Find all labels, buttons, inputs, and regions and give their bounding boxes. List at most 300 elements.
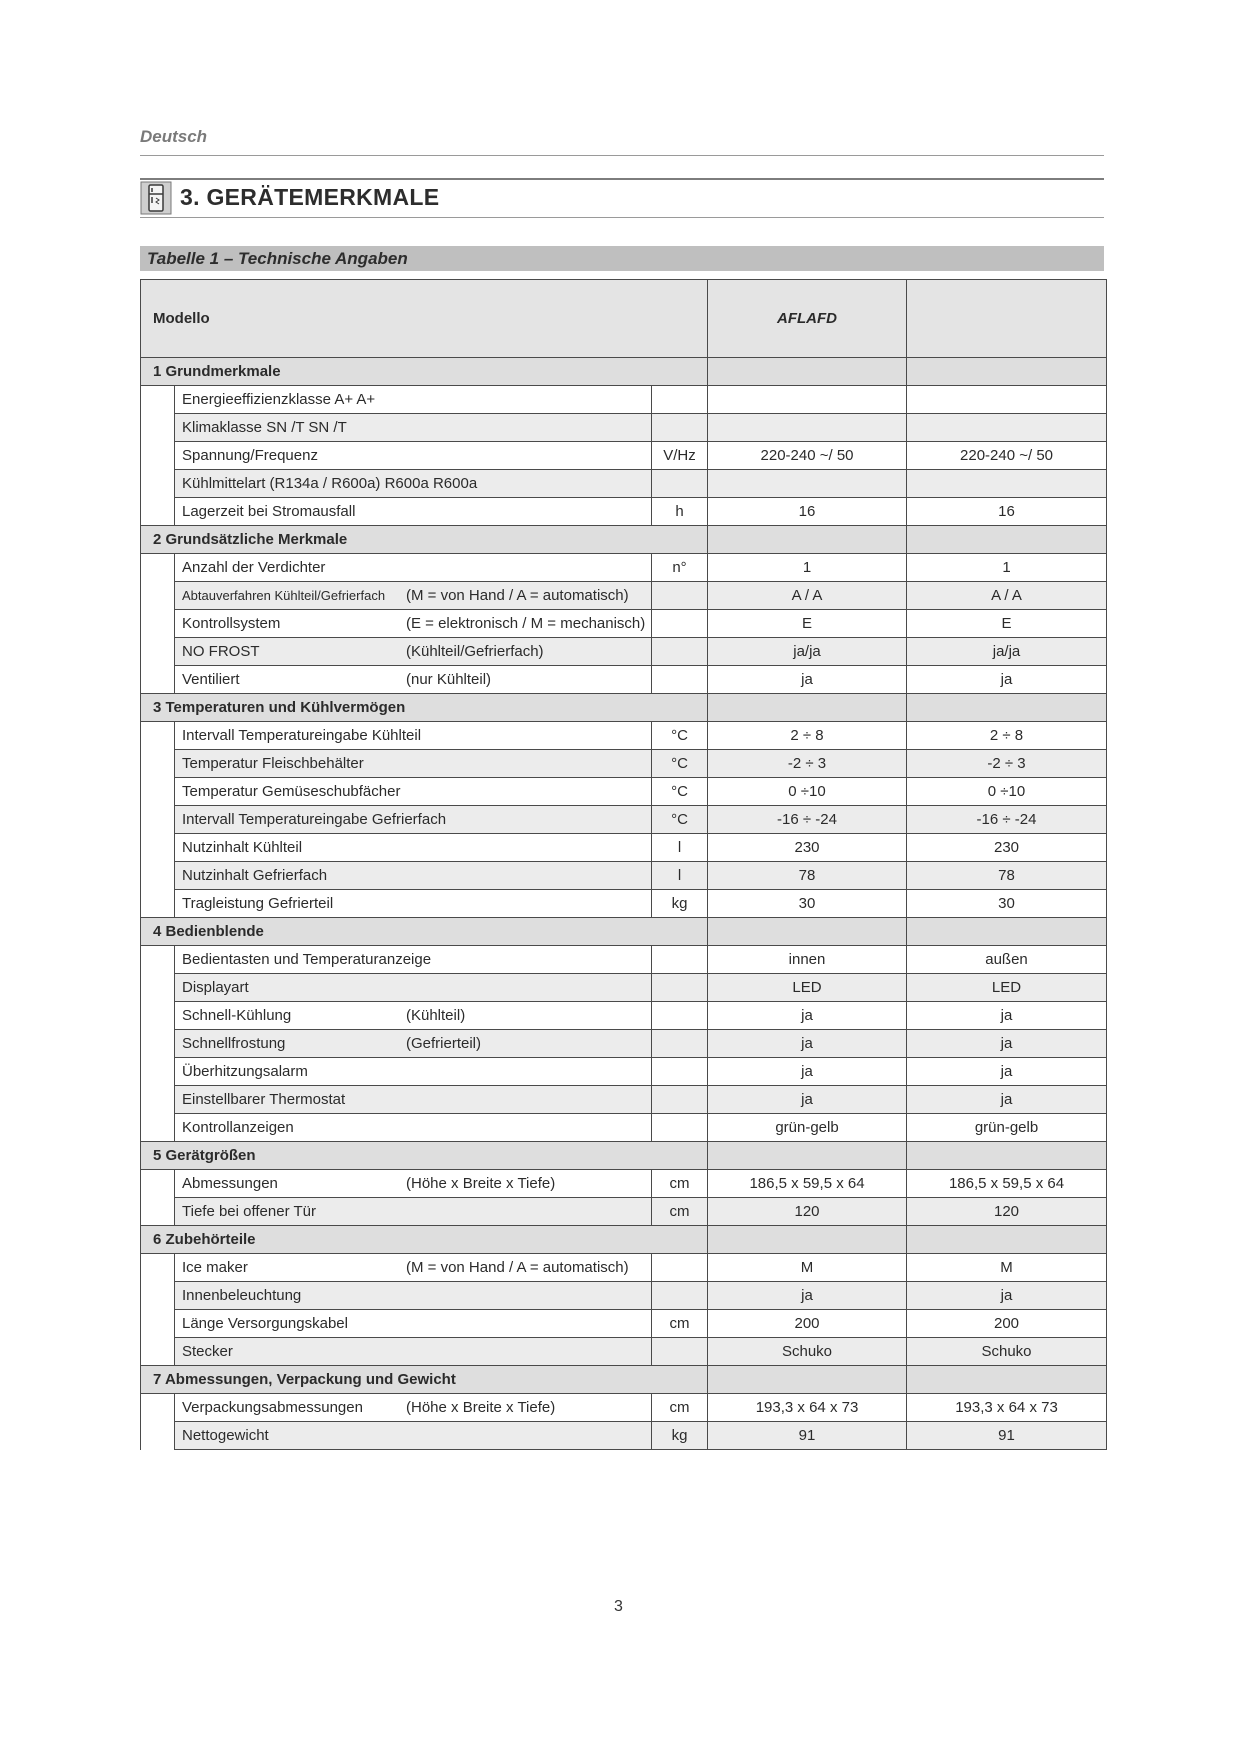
- value-cell-model-2: [907, 442, 1107, 470]
- table-row: [141, 610, 1107, 638]
- value-cell-model-1: [708, 974, 907, 1002]
- property-name: Intervall Temperatureingabe Kühlteil: [182, 727, 422, 744]
- unit-cell: [652, 1058, 708, 1086]
- property-name: Innenbeleuchtung: [182, 1287, 302, 1304]
- property-cell: [175, 1114, 652, 1142]
- value-cell-model-1: [708, 1310, 907, 1338]
- value-cell-model-1: [708, 470, 907, 498]
- value-model-1: ja/ja: [793, 643, 821, 660]
- value-cell-model-2: [907, 498, 1107, 526]
- unit-value: l: [677, 839, 682, 856]
- value-model-1: 1: [802, 559, 812, 576]
- table-row: [141, 750, 1107, 778]
- table-row: [141, 554, 1107, 582]
- value-cell-model-2: [907, 778, 1107, 806]
- value-model-2: 230: [994, 839, 1020, 856]
- model-1-cell: [708, 280, 907, 358]
- value-cell-model-2: [907, 834, 1107, 862]
- value-model-2: 220-240 ~/ 50: [960, 447, 1054, 464]
- value-cell-model-1: [708, 554, 907, 582]
- value-model-2: 91: [998, 1427, 1015, 1444]
- value-cell-model-1: [708, 1058, 907, 1086]
- section-title-cell: [141, 1366, 708, 1394]
- value-cell-model-2: [907, 1282, 1107, 1310]
- value-model-2: E: [1001, 615, 1012, 632]
- unit-value: cm: [669, 1399, 690, 1416]
- property-cell: [175, 1394, 652, 1422]
- table-row: [141, 638, 1107, 666]
- value-model-2: 30: [998, 895, 1015, 912]
- table-row: [141, 1086, 1107, 1114]
- value-model-1: 2 ÷ 8: [790, 727, 824, 744]
- property-cell: [175, 582, 652, 610]
- property-cell: [175, 1030, 652, 1058]
- value-cell-model-1: [708, 414, 907, 442]
- indent-cell: [141, 1170, 175, 1226]
- value-model-1: ja: [801, 1287, 813, 1304]
- value-cell-model-2: [907, 1030, 1107, 1058]
- value-cell-model-1: [708, 386, 907, 414]
- unit-cell: [652, 862, 708, 890]
- value-model-1: 0 ÷10: [788, 783, 826, 800]
- value-model-2: ja/ja: [992, 643, 1021, 660]
- value-model-2: 186,5 x 59,5 x 64: [948, 1175, 1065, 1192]
- value-cell-model-2: [907, 890, 1107, 918]
- section-empty-cell: [907, 1366, 1107, 1394]
- unit-value: l: [677, 867, 682, 884]
- section-title-cell: [141, 358, 708, 386]
- language-label: Deutsch: [140, 127, 208, 146]
- property-cell: [175, 386, 652, 414]
- value-cell-model-1: [708, 442, 907, 470]
- value-cell-model-1: [708, 1282, 907, 1310]
- value-model-2: ja: [1000, 1007, 1013, 1024]
- value-model-2: 120: [994, 1203, 1020, 1220]
- table-row: [141, 1198, 1107, 1226]
- table-row: [141, 1030, 1107, 1058]
- property-cell: [175, 610, 652, 638]
- section-empty-cell: [708, 694, 907, 722]
- property-name: Temperatur Gemüseschubfächer: [182, 783, 401, 800]
- property-cell: [175, 1002, 652, 1030]
- property-name: Bedientasten und Temperaturanzeige: [182, 951, 432, 968]
- value-cell-model-2: [907, 974, 1107, 1002]
- value-cell-model-2: [907, 1394, 1107, 1422]
- unit-cell: [652, 806, 708, 834]
- table-row: [141, 806, 1107, 834]
- value-cell-model-2: [907, 1310, 1107, 1338]
- unit-cell: [652, 554, 708, 582]
- property-cell: [175, 778, 652, 806]
- property-note: (nur Kühlteil): [406, 671, 492, 688]
- property-name: Tragleistung Gefrierteil: [182, 895, 334, 912]
- value-cell-model-1: [708, 1030, 907, 1058]
- table-row: [141, 1394, 1107, 1422]
- value-model-1: 78: [798, 867, 816, 884]
- value-model-2: ja: [1000, 1063, 1013, 1080]
- property-cell: [175, 890, 652, 918]
- value-model-1: ja: [801, 1063, 813, 1080]
- indent-cell: [141, 722, 175, 918]
- table-row: [141, 974, 1107, 1002]
- value-cell-model-1: [708, 1338, 907, 1366]
- unit-cell: [652, 498, 708, 526]
- value-cell-model-1: [708, 582, 907, 610]
- value-model-2: ja: [1000, 1287, 1013, 1304]
- indent-cell: [141, 946, 175, 1142]
- property-note: (Kühlteil/Gefrierfach): [406, 643, 544, 660]
- value-model-2: 200: [994, 1315, 1020, 1332]
- unit-cell: [652, 974, 708, 1002]
- section-title-cell: [141, 694, 708, 722]
- property-cell: [175, 666, 652, 694]
- table-row: [141, 414, 1107, 442]
- section-row: [141, 1366, 1107, 1394]
- property-cell: [175, 1198, 652, 1226]
- unit-cell: [652, 610, 708, 638]
- unit-cell: [652, 582, 708, 610]
- value-cell-model-1: [708, 1114, 907, 1142]
- table-row: [141, 470, 1107, 498]
- value-cell-model-1: [708, 862, 907, 890]
- unit-cell: [652, 1086, 708, 1114]
- section-empty-cell: [907, 694, 1107, 722]
- unit-cell: [652, 1030, 708, 1058]
- property-name: Lagerzeit bei Stromausfall: [182, 503, 356, 520]
- value-cell-model-2: [907, 582, 1107, 610]
- unit-cell: [652, 834, 708, 862]
- spec-table: [140, 279, 1107, 1450]
- model-1-name: AFLAFD: [777, 310, 838, 327]
- value-model-2: 0 ÷10: [987, 783, 1026, 800]
- unit-value: °C: [671, 811, 688, 828]
- property-cell: [175, 554, 652, 582]
- value-cell-model-1: [708, 806, 907, 834]
- property-note: (Höhe x Breite x Tiefe): [406, 1175, 556, 1192]
- page-number: 3: [614, 1598, 623, 1615]
- property-name: Ice maker: [182, 1259, 248, 1276]
- value-model-1: 230: [794, 839, 820, 856]
- value-model-1: grün-gelb: [775, 1119, 839, 1136]
- value-model-2: ja: [1000, 1035, 1013, 1052]
- property-name: Nutzinhalt Kühlteil: [182, 839, 303, 856]
- section-heading: 7 Abmessungen, Verpackung und Gewicht: [153, 1371, 456, 1388]
- table-caption: Tabelle 1 – Technische Angaben: [147, 249, 408, 268]
- property-name: Anzahl der Verdichter: [182, 559, 326, 576]
- property-cell: [175, 498, 652, 526]
- property-name: NO FROST: [182, 643, 260, 660]
- property-name: Einstellbarer Thermostat: [182, 1091, 346, 1108]
- unit-cell: [652, 470, 708, 498]
- value-cell-model-1: [708, 1422, 907, 1450]
- property-name: Kühlmittelart (R134a / R600a) R600a R600a: [182, 475, 478, 492]
- value-model-1: 186,5 x 59,5 x 64: [749, 1175, 865, 1192]
- unit-cell: [652, 1338, 708, 1366]
- value-model-1: 200: [794, 1315, 820, 1332]
- property-name: Spannung/Frequenz: [182, 447, 318, 464]
- section-row: [141, 358, 1107, 386]
- indent-cell: [141, 554, 175, 694]
- unit-cell: [652, 386, 708, 414]
- table-row: [141, 498, 1107, 526]
- value-cell-model-2: [907, 414, 1107, 442]
- section-rule-top: [140, 178, 1104, 180]
- value-cell-model-1: [708, 890, 907, 918]
- table-row: [141, 442, 1107, 470]
- value-cell-model-2: [907, 1422, 1107, 1450]
- value-cell-model-2: [907, 806, 1107, 834]
- value-model-1: M: [800, 1259, 814, 1276]
- unit-value: cm: [669, 1175, 690, 1192]
- value-cell-model-2: [907, 946, 1107, 974]
- table-row: [141, 1170, 1107, 1198]
- section-empty-cell: [708, 358, 907, 386]
- unit-cell: [652, 666, 708, 694]
- property-name: Schnell-Kühlung: [182, 1007, 292, 1024]
- value-cell-model-1: [708, 1002, 907, 1030]
- unit-value: h: [675, 503, 684, 520]
- unit-cell: [652, 1114, 708, 1142]
- section-heading: 2 Grundsätzliche Merkmale: [153, 531, 348, 548]
- section-heading: 5 Gerätgrößen: [153, 1147, 256, 1164]
- value-cell-model-2: [907, 666, 1107, 694]
- value-cell-model-1: [708, 1198, 907, 1226]
- table-row: [141, 666, 1107, 694]
- unit-cell: [652, 1254, 708, 1282]
- section-row: [141, 526, 1107, 554]
- section-empty-cell: [708, 1142, 907, 1170]
- section-title-cell: [141, 526, 708, 554]
- property-name: Ventiliert: [182, 671, 240, 688]
- property-name: Tiefe bei offener Tür: [182, 1203, 316, 1220]
- property-cell: [175, 1254, 652, 1282]
- property-name: Nutzinhalt Gefrierfach: [182, 867, 328, 884]
- value-model-1: LED: [792, 979, 822, 996]
- value-model-1: ja: [801, 1007, 813, 1024]
- value-cell-model-2: [907, 638, 1107, 666]
- value-cell-model-2: [907, 470, 1107, 498]
- table-row: [141, 1282, 1107, 1310]
- value-cell-model-2: [907, 1338, 1107, 1366]
- property-cell: [175, 750, 652, 778]
- table-header-row: [141, 280, 1107, 358]
- value-cell-model-2: [907, 1254, 1107, 1282]
- unit-value: °C: [671, 755, 688, 772]
- unit-cell: [652, 1394, 708, 1422]
- table-row: [141, 778, 1107, 806]
- property-name: Länge Versorgungskabel: [182, 1315, 348, 1332]
- property-name: Verpackungsabmessungen: [182, 1399, 363, 1416]
- unit-value: cm: [669, 1315, 690, 1332]
- value-model-2: 2 ÷ 8: [989, 727, 1024, 744]
- value-model-1: A / A: [791, 587, 823, 604]
- value-model-2: LED: [991, 979, 1022, 996]
- value-model-1: 220-240 ~/ 50: [760, 447, 854, 464]
- property-name: Intervall Temperatureingabe Gefrierfach: [182, 811, 447, 828]
- value-model-1: E: [802, 615, 813, 632]
- property-cell: [175, 974, 652, 1002]
- indent-cell: [141, 1394, 175, 1450]
- section-empty-cell: [907, 358, 1107, 386]
- value-model-1: -16 ÷ -24: [777, 811, 837, 828]
- unit-cell: [652, 414, 708, 442]
- section-empty-cell: [708, 526, 907, 554]
- model-label: Modello: [153, 310, 210, 327]
- value-cell-model-1: [708, 1086, 907, 1114]
- unit-cell: [652, 750, 708, 778]
- value-model-1: ja: [801, 1035, 813, 1052]
- value-cell-model-1: [708, 498, 907, 526]
- property-name: Schnellfrostung: [182, 1035, 286, 1052]
- model-label-cell: [141, 280, 708, 358]
- table-row: [141, 834, 1107, 862]
- header-rule: [140, 155, 1104, 156]
- section-empty-cell: [907, 526, 1107, 554]
- value-cell-model-1: [708, 778, 907, 806]
- indent-cell: [141, 1254, 175, 1366]
- section-empty-cell: [907, 1142, 1107, 1170]
- value-cell-model-2: [907, 722, 1107, 750]
- value-cell-model-1: [708, 638, 907, 666]
- property-name: Abmessungen: [182, 1175, 278, 1192]
- table-row: [141, 1422, 1107, 1450]
- value-cell-model-2: [907, 1198, 1107, 1226]
- value-model-2: ja: [1000, 671, 1013, 688]
- unit-cell: [652, 890, 708, 918]
- value-model-1: 193,3 x 64 x 73: [755, 1399, 859, 1416]
- property-name: Kontrollsystem: [182, 615, 281, 632]
- table-row: [141, 1338, 1107, 1366]
- property-cell: [175, 946, 652, 974]
- section-row: [141, 1142, 1107, 1170]
- unit-cell: [652, 946, 708, 974]
- value-model-1: Schuko: [781, 1343, 833, 1360]
- value-cell-model-2: [907, 1170, 1107, 1198]
- value-cell-model-2: [907, 750, 1107, 778]
- table-row: [141, 1114, 1107, 1142]
- unit-value: °C: [671, 783, 688, 800]
- unit-cell: [652, 1198, 708, 1226]
- property-cell: [175, 1310, 652, 1338]
- table-row: [141, 946, 1107, 974]
- section-heading: 1 Grundmerkmale: [153, 363, 281, 380]
- property-name: Displayart: [182, 979, 249, 996]
- unit-value: °C: [671, 727, 688, 744]
- section-title-cell: [141, 1142, 708, 1170]
- property-note: (Kühlteil): [406, 1007, 466, 1024]
- property-name: Abtauverfahren Kühlteil/Gefrierfach: [182, 588, 386, 603]
- unit-cell: [652, 442, 708, 470]
- section-heading: 6 Zubehörteile: [153, 1231, 256, 1248]
- table-row: [141, 1310, 1107, 1338]
- value-model-1: 16: [798, 503, 816, 520]
- table-row: [141, 862, 1107, 890]
- section-rule-bottom: [140, 217, 1104, 218]
- value-model-2: -2 ÷ 3: [987, 755, 1026, 772]
- property-cell: [175, 1282, 652, 1310]
- value-cell-model-2: [907, 1086, 1107, 1114]
- unit-value: V/Hz: [663, 447, 696, 464]
- value-model-2: M: [1000, 1259, 1013, 1276]
- model-2-cell: [907, 280, 1107, 358]
- indent-cell: [141, 386, 175, 526]
- property-name: Klimaklasse SN /T SN /T: [182, 419, 347, 436]
- table-row: [141, 890, 1107, 918]
- property-note: (M = von Hand / A = automatisch): [406, 587, 629, 604]
- value-cell-model-2: [907, 1058, 1107, 1086]
- value-cell-model-1: [708, 946, 907, 974]
- value-model-1: innen: [788, 951, 826, 968]
- unit-cell: [652, 778, 708, 806]
- unit-cell: [652, 1310, 708, 1338]
- value-model-1: 120: [794, 1203, 820, 1220]
- value-model-2: 193,3 x 64 x 73: [955, 1399, 1058, 1416]
- value-model-1: ja: [801, 1091, 813, 1108]
- property-note: (M = von Hand / A = automatisch): [406, 1259, 629, 1276]
- value-model-2: grün-gelb: [974, 1119, 1039, 1136]
- unit-cell: [652, 1002, 708, 1030]
- section-empty-cell: [708, 1226, 907, 1254]
- section-title: 3. GERÄTEMERKMALE: [180, 184, 440, 210]
- property-name: Energieeffizienzklasse A+ A+: [182, 391, 376, 408]
- unit-value: n°: [672, 559, 687, 576]
- unit-cell: [652, 1422, 708, 1450]
- section-heading: 3 Temperaturen und Kühlvermögen: [153, 699, 406, 716]
- section-empty-cell: [907, 1226, 1107, 1254]
- value-cell-model-1: [708, 610, 907, 638]
- property-cell: [175, 806, 652, 834]
- property-cell: [175, 834, 652, 862]
- value-cell-model-1: [708, 834, 907, 862]
- property-name: Temperatur Fleischbehälter: [182, 755, 364, 772]
- value-model-2: 78: [998, 867, 1015, 884]
- property-cell: [175, 414, 652, 442]
- unit-cell: [652, 722, 708, 750]
- section-heading: 4 Bedienblende: [153, 923, 264, 940]
- property-cell: [175, 442, 652, 470]
- value-cell-model-2: [907, 610, 1107, 638]
- property-cell: [175, 862, 652, 890]
- section-title-cell: [141, 1226, 708, 1254]
- value-model-1: ja: [801, 671, 813, 688]
- unit-cell: [652, 1170, 708, 1198]
- section-row: [141, 1226, 1107, 1254]
- section-title-cell: [141, 918, 708, 946]
- section-empty-cell: [708, 1366, 907, 1394]
- value-cell-model-1: [708, 1394, 907, 1422]
- value-cell-model-2: [907, 862, 1107, 890]
- property-cell: [175, 722, 652, 750]
- value-cell-model-2: [907, 554, 1107, 582]
- property-note: (Höhe x Breite x Tiefe): [406, 1399, 556, 1416]
- value-cell-model-1: [708, 666, 907, 694]
- property-cell: [175, 1170, 652, 1198]
- property-cell: [175, 1338, 652, 1366]
- value-model-2: 16: [998, 503, 1015, 520]
- value-model-2: Schuko: [981, 1343, 1032, 1360]
- value-cell-model-1: [708, 750, 907, 778]
- value-model-1: -2 ÷ 3: [787, 755, 827, 772]
- property-name: Stecker: [182, 1343, 233, 1360]
- value-cell-model-1: [708, 722, 907, 750]
- property-name: Kontrollanzeigen: [182, 1119, 294, 1136]
- unit-value: kg: [671, 1427, 688, 1444]
- fridge-icon: [140, 181, 172, 215]
- table-row: [141, 722, 1107, 750]
- section-row: [141, 918, 1107, 946]
- property-name: Überhitzungsalarm: [182, 1063, 308, 1080]
- property-note: (E = elektronisch / M = mechanisch): [406, 615, 646, 632]
